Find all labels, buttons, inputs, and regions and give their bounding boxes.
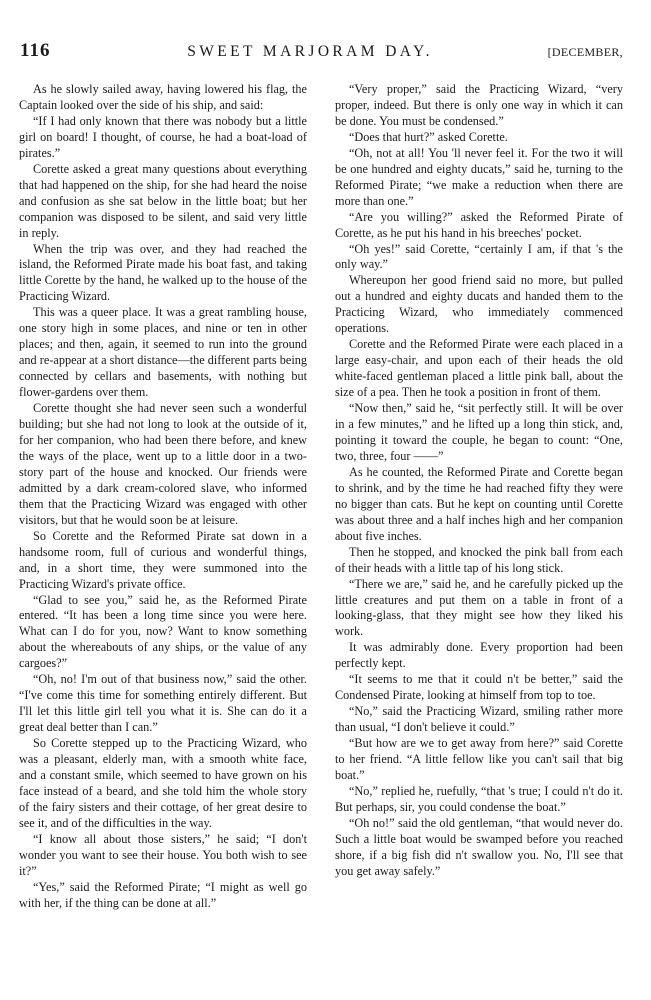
paragraph: Corette asked a great many questions about everything that had happened on the ship, for she had heard the noise and confusion as she sat below in the little boat; but her companion was disposed to be silent, and said very little in reply. (19, 161, 307, 240)
paragraph: Whereupon her good friend said no more, but pulled out a hundred and eighty ducats and handed them to the Practicing Wizard, who immediately commenced operations. (335, 273, 623, 336)
paragraph: “Does that hurt?” asked Corette. (349, 129, 508, 144)
paragraph: “Glad to see you,” said he, as the Reformed Pirate entered. “It has been a long time since you were here. What can I do for you, now? Want to know something about the whereabouts of any ships, or the value of any cargoes?” (19, 592, 307, 671)
paragraph: “It seems to me that it could n't be better,” said the Condensed Pirate, looking at himself from top to toe. (335, 672, 623, 703)
paragraph: “Oh, not at all! You 'll never feel it. For the two it will be one hundred and eighty ducats,” said he, turning to the Reformed Pirate; “we make a reduction when there are more than one.” (335, 145, 623, 208)
paragraph: “Yes,” said the Reformed Pirate; “I might as well go with her, if the thing can be done at all.” (19, 879, 307, 910)
paragraph: “Oh no!” said the old gentleman, “that would never do. Such a little boat would be swamped before you reached shore, if a big fish did n't swallow you. No, I'll see that you get away safely.” (335, 815, 623, 878)
paragraph: As he counted, the Reformed Pirate and Corette began to shrink, and by the time he had reached fifty they were no bigger than cats. But he kept on counting until Corette was about three and a half inches high and her companion about five inches. (335, 464, 623, 543)
paragraph: “I know all about those sisters,” he said; “I don't wonder you want to see their house. You both wish to see it?” (19, 831, 307, 878)
paragraph: This was a queer place. It was a great rambling house, one story high in some places, and nine or ten in other places; and then, again, it seemed to run into the ground and re-appear at a short distance—the different parts being connected by cellars and basements, with nothing but flower-gardens over them. (19, 305, 307, 400)
paragraph: So Corette stepped up to the Practicing Wizard, who was a pleasant, elderly man, with a smooth white face, and a constant smile, which seemed to have grown on his face instead of a beard, and she told him the whole story of the fairy sisters and their cottage, of her great desire to see it, and of the difficulties in the way. (19, 736, 307, 830)
paragraph: “No,” said the Practicing Wizard, smiling rather more than usual, “I don't believe it could.” (335, 704, 623, 735)
paragraph: “Very proper,” said the Practicing Wizard, “very proper, indeed. But there is only one way in which it can be done. You must be condensed.” (335, 82, 623, 128)
right-column (335, 82, 623, 912)
running-title: SWEET MARJORAM DAY. (187, 43, 433, 60)
paragraph: “Now then,” said he, “sit perfectly still. It will be over in a few minutes,” and he lifted up a long thin stick, and, pointing it toward the couple, he began to count: “One, two, three, four ——” (335, 401, 623, 463)
paragraph: As he slowly sailed away, having lowered his flag, the Captain looked over the side of his ship, and said: (19, 82, 307, 112)
paragraph: Corette and the Reformed Pirate were each placed in a large easy-chair, and upon each of their heads the old white-faced gentleman placed a little pink ball, about the size of a pea. Then he took a position in front of them. (335, 337, 623, 400)
paragraph: So Corette and the Reformed Pirate sat down in a handsome room, full of curious and wonderful things, and, in a short time, they were summoned into the Practicing Wizard's private office. (19, 528, 307, 591)
paragraph: “But how are we to get away from here?” said Corette to her friend. “A little fellow like you can't sail that big boat.” (335, 736, 623, 782)
paragraph: “Oh yes!” said Corette, “certainly I am, if that 's the only way.” (335, 241, 623, 272)
paragraph: “There we are,” said he, and he carefully picked up the little creatures and put them on a table in front of a looking-glass, that they might see how they liked his work. (335, 576, 623, 639)
paragraph: “No,” replied he, ruefully, “that 's true; I could n't do it. But perhaps, sir, you could condense the boat.” (335, 783, 623, 814)
paragraph: Then he stopped, and knocked the pink ball from each of their heads with a little tap of his long stick. (335, 544, 623, 575)
paragraph: When the trip was over, and they had reached the island, the Reformed Pirate made his boat fast, and taking little Corette by the hand, he walked up to the house of the Practicing Wizard. (19, 241, 307, 304)
running-head (20, 40, 623, 66)
text-columns (19, 82, 623, 912)
paragraph: “Are you willing?” asked the Reformed Pirate of Corette, as he put his hand in his breeches' pocket. (335, 209, 623, 240)
page-number: 116 (20, 40, 51, 61)
paragraph: It was admirably done. Every proportion had been perfectly kept. (335, 640, 623, 671)
left-column (19, 82, 307, 912)
issue-month: [DECEMBER, (547, 45, 623, 59)
paragraph: “If I had only known that there was nobody but a little girl on board! I thought, of course, he had a boat-load of pirates.” (19, 113, 307, 160)
paragraph: Corette thought she had never seen such a wonderful building; but she had not long to look at the outside of it, for her companion, who had been there before, and knew the ways of the place, went up to a little door in a two-story part of the house and knocked. Our friends were admitted by a dark cream-colored slave, who informed them that the Practicing Wizard was engaged with other visitors, but that he would soon be at leisure. (19, 401, 307, 527)
paragraph: “Oh, no! I'm out of that business now,” said the other. “I've come this time for something entirely different. But I'll let this little girl tell you what it is. She can do it a great deal better than I can.” (19, 672, 307, 735)
